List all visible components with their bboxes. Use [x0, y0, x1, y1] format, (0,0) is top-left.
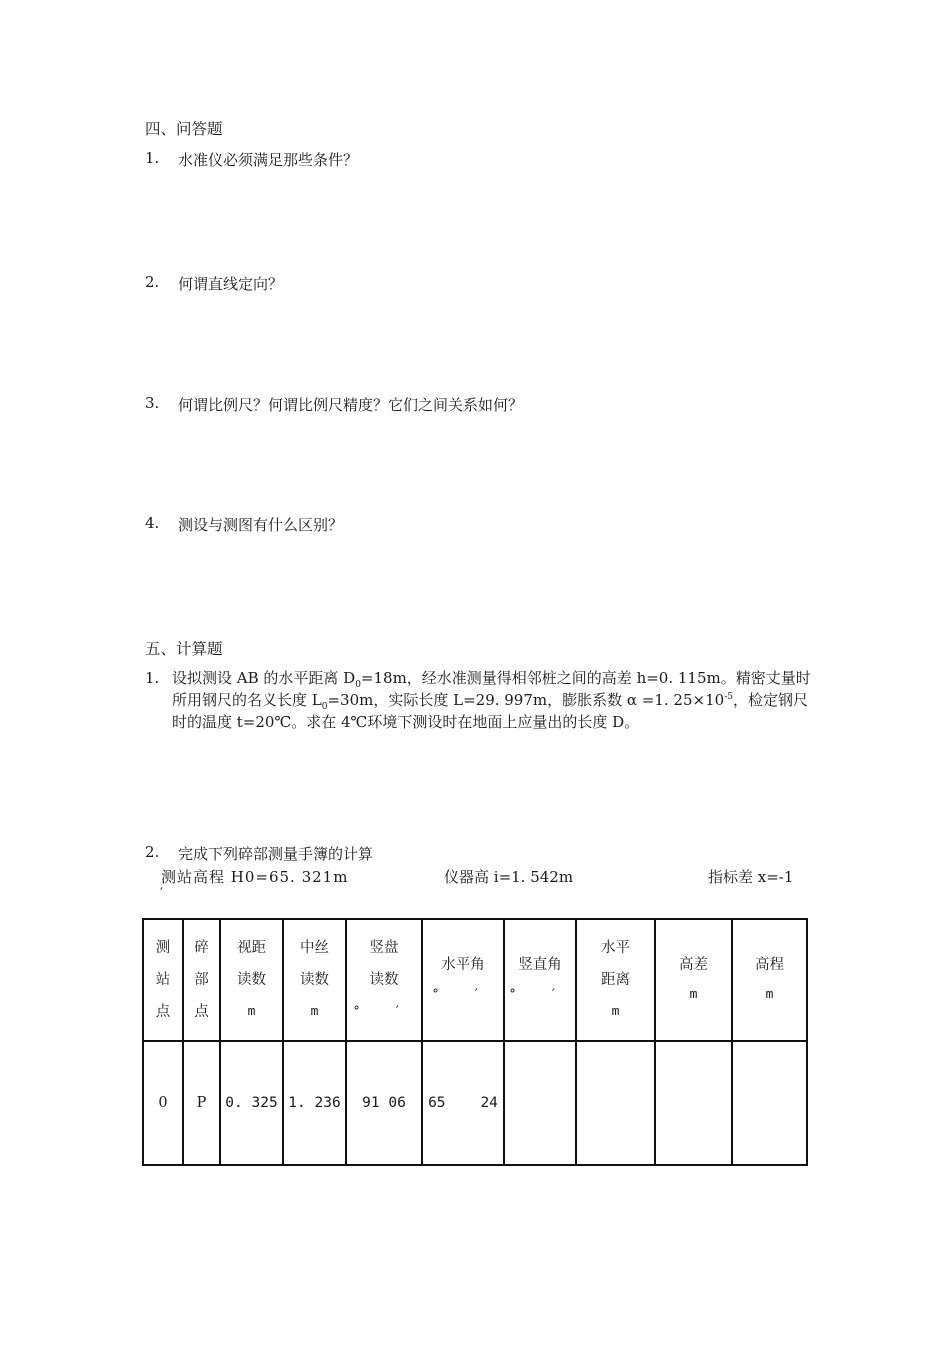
problem-1-text: 设拟测设 AB 的水平距离 $D_0=18m$，经水准测量得相邻桩之间的高差 h=0. 115m。精密丈量时所用钢尺的名义长度 $L_0=30m$，实际长度 L=29. 997m，膨胀系数 α =1. $25\times 10^{-5}$，检定钢尺时的温度 t=20℃。求在 4℃环境下测设时在地面上应量出的长度 D。 — [172, 669, 811, 731]
section-5-title: 五、计算题 — [145, 640, 223, 658]
problem-2-number: 2. — [145, 843, 160, 861]
header-height-difference: 高差 m — [655, 919, 732, 1041]
cell-horizontal-angle: 65 24 — [422, 1041, 504, 1165]
header-elevation: 高程 m — [732, 919, 807, 1041]
surveying-record-table — [142, 918, 808, 1166]
header-horizontal-distance: 水平 距离 m — [576, 919, 655, 1041]
question-3-text: 何谓比例尺？何谓比例尺精度？它们之间关系如何？ — [178, 396, 524, 414]
table-header-row — [143, 919, 807, 1041]
question-4-text: 测设与测图有什么区别？ — [178, 516, 344, 534]
cell-vertical-angle — [504, 1041, 576, 1165]
instrument-height: 仪器高 i=1. 542m — [444, 868, 574, 886]
index-error-unit: ′ — [160, 886, 163, 901]
header-middle-wire-reading: 中丝 读数 m — [283, 919, 346, 1041]
problem-1-number: 1. — [145, 669, 160, 687]
cell-height-difference — [655, 1041, 732, 1165]
question-4-number: 4. — [145, 514, 160, 532]
cell-detail-point: P — [183, 1041, 220, 1165]
header-vertical-circle-reading: 竖盘 读数 ° ′ — [346, 919, 422, 1041]
station-elevation: 测站高程 H0=65. 321m — [161, 868, 349, 886]
header-station: 测 站 点 — [143, 919, 183, 1041]
table-row — [143, 1041, 807, 1165]
section-4-title: 四、问答题 — [145, 120, 223, 138]
question-3-number: 3. — [145, 394, 160, 412]
cell-vertical-circle-reading: 91 06 — [346, 1041, 422, 1165]
cell-elevation — [732, 1041, 807, 1165]
cell-station: 0 — [143, 1041, 183, 1165]
header-stadia-reading: 视距 读数 m — [220, 919, 283, 1041]
cell-stadia-reading: 0. 325 — [220, 1041, 283, 1165]
question-2-text: 何谓直线定向？ — [178, 275, 284, 293]
question-1-number: 1. — [145, 149, 160, 167]
question-2-number: 2. — [145, 273, 160, 291]
problem-2-text: 完成下列碎部测量手簿的计算 — [178, 845, 374, 863]
cell-horizontal-distance — [576, 1041, 655, 1165]
header-vertical-angle: 竖直角 ° ′ — [504, 919, 576, 1041]
question-1-text: 水准仪必须满足那些条件？ — [178, 151, 359, 169]
header-detail-point: 碎 部 点 — [183, 919, 220, 1041]
cell-middle-wire-reading: 1. 236 — [283, 1041, 346, 1165]
header-horizontal-angle: 水平角 ° ′ — [422, 919, 504, 1041]
index-error: 指标差 x=-1 — [708, 868, 794, 886]
